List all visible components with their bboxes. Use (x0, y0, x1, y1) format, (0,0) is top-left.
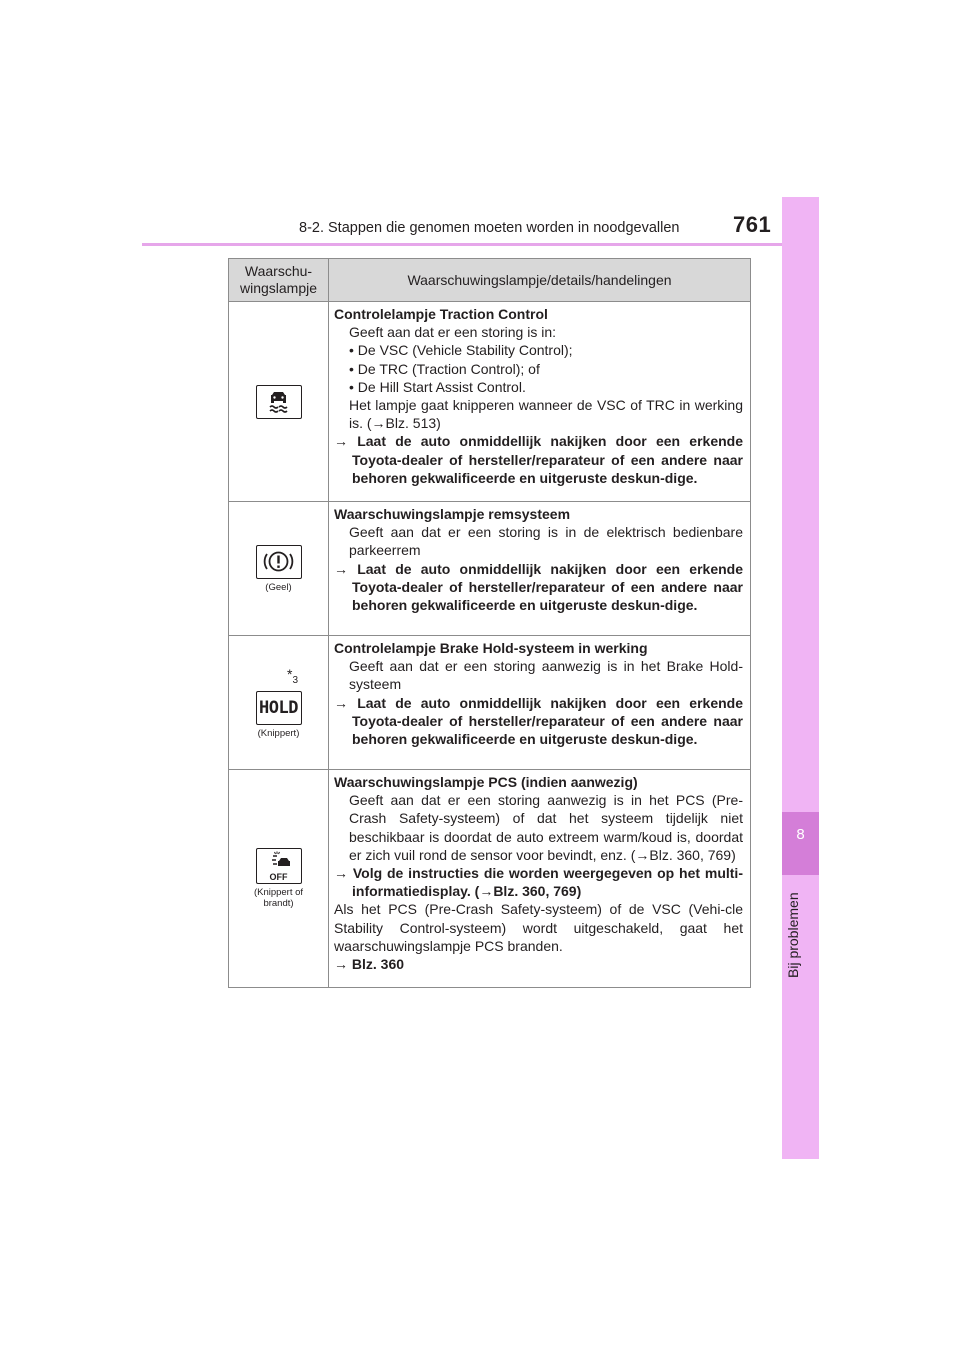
lamp-cell (229, 636, 329, 770)
col-header-lamp: Waarschu- wingslampje (229, 259, 329, 302)
table-row (229, 636, 751, 770)
list-item: • De Hill Start Assist Control. (349, 378, 526, 395)
chapter-number: 8 (796, 826, 805, 843)
brake-warning-icon (256, 545, 302, 579)
table-header-row (229, 259, 751, 302)
hold-icon (256, 691, 302, 725)
table-row (229, 770, 751, 988)
lamp-title: Controlelampje Brake Hold-systeem in werking (334, 640, 648, 656)
lamp-title: Waarschuwingslampje PCS (indien aanwezig) (334, 774, 638, 790)
page-reference: → Blz. 360 (334, 956, 405, 973)
lamp-cell (229, 502, 329, 636)
lamp-caption: (Knippert) (257, 728, 300, 740)
pcs-off-label: OFF (269, 872, 288, 882)
lamp-caption: (Geel) (265, 581, 292, 593)
lamp-description: Geeft aan dat er een storing aanwezig is in het Brake Hold-systeem (349, 658, 743, 693)
lamp-title: Controlelampje Traction Control (334, 306, 548, 322)
pcs-off-icon (256, 848, 302, 884)
lamp-description: Geeft aan dat er een storing is in de elektrisch bedienbare parkeerrem (349, 524, 743, 559)
action-instruction: → Volg de instructies die worden weergegeven op het multi-informatiedisplay. (→Blz. 360, 769) (334, 865, 743, 900)
lamp-description-extra: Het lampje gaat knipperen wanneer de VSC of TRC in werking is. (→Blz. 513) (349, 397, 743, 432)
fault-list (334, 341, 743, 396)
details-cell (329, 502, 751, 636)
action-instruction: → Laat de auto onmiddellijk nakijken door een erkende Toyota-dealer of hersteller/reparateur of een andere naar behoren gekwalificeerde en uitgeruste deskun-dige. (334, 694, 743, 748)
table-row (229, 502, 751, 636)
chapter-divider (782, 874, 819, 875)
details-cell (329, 636, 751, 770)
lamp-title: Waarschuwingslampje remsysteem (334, 506, 571, 522)
hold-icon-label: HOLD (259, 698, 298, 719)
lamp-cell (229, 770, 329, 988)
lamp-description: Geeft aan dat er een storing aanwezig is in het PCS (Pre-Crash Safety-systeem) of dat het systeem tijdelijk niet beschikbaar is doordat de auto extreem warm/koud is, doordat er zich vuil rond de sensor voor bevindt, enz. (→Blz. 360, 769) (349, 792, 743, 863)
chapter-side-tab (782, 197, 819, 1159)
traction-control-icon (256, 385, 302, 419)
table-row (229, 302, 751, 502)
details-cell (329, 770, 751, 988)
lamp-caption: (Knippert of brandt) (253, 887, 304, 909)
warning-lamp-table (228, 258, 751, 988)
details-cell (329, 302, 751, 502)
chapter-label: Bij problemen (785, 892, 801, 978)
lamp-description-extra: Als het PCS (Pre-Crash Safety-systeem) of de VSC (Vehi-cle Stability Control-systeem) wordt uitgeschakeld, gaat het waarschuwingslampje PCS branden. (334, 901, 743, 954)
lamp-cell (229, 302, 329, 502)
footnote-mark: $*_3$ (286, 665, 298, 686)
section-title: 8-2. Stappen die genomen moeten worden in noodgevallen (299, 220, 680, 236)
list-item: • De TRC (Traction Control); of (349, 360, 540, 377)
action-instruction: → Laat de auto onmiddellijk nakijken door een erkende Toyota-dealer of hersteller/reparateur of een andere naar behoren gekwalificeerde en uitgeruste deskun-dige. (334, 433, 743, 486)
header-rule (142, 243, 819, 246)
page-number: 761 (733, 212, 772, 237)
col-header-details: Waarschuwingslampje/details/handelingen (329, 259, 751, 302)
lamp-description: Geeft aan dat er een storing is in: (349, 324, 557, 341)
list-item: • De VSC (Vehicle Stability Control); (349, 342, 573, 359)
action-instruction: → Laat de auto onmiddellijk nakijken door een erkende Toyota-dealer of hersteller/reparateur of een andere naar behoren gekwalificeerde en uitgeruste deskun-dige. (334, 560, 743, 614)
chapter-number-block (782, 812, 819, 874)
